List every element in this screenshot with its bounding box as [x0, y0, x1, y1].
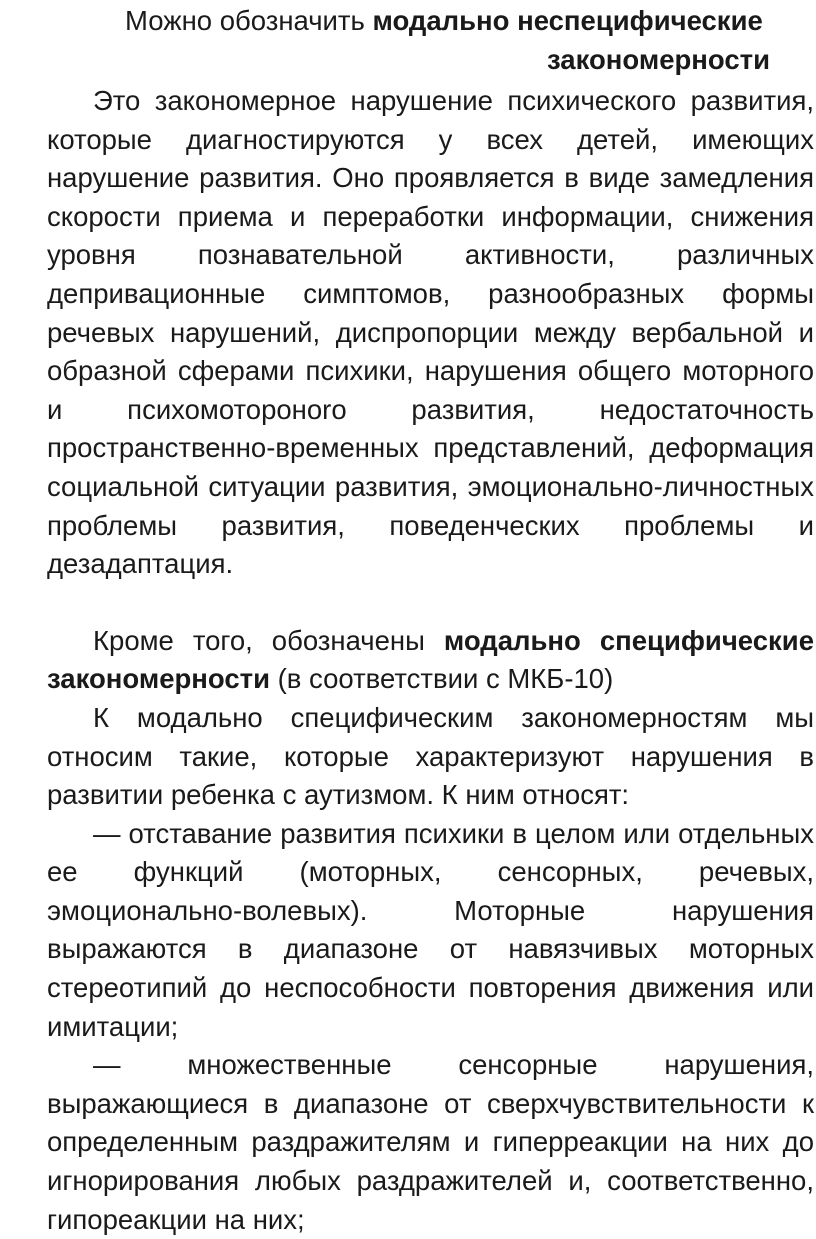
heading-prefix: Можно обозначить [125, 5, 373, 36]
list-item-sensory-disorders: — множественные сенсорные нарушения, выражающиеся в диапазоне от сверхчувствительности к определенным раздражителям и гиперреакции на них до игнорирования любых раздражителей и, соответственно, гипореакции на них; [47, 1049, 814, 1235]
paragraph-specific-suffix: (в соответствии с МКБ-10) [270, 663, 614, 695]
paragraph-autism: К модально специфическим закономерностям мы относим такие, которые характеризуют нарушения в развитии ребенка с аутизмом. К ним относят: [47, 701, 814, 811]
document-page [47, 0, 814, 1239]
paragraph-specific-prefix: Кроме того, обозначены [93, 624, 444, 656]
paragraph-nonspecific-description: Это закономерное нарушение психического развития, которые диагностируются у всех детей, имеющих нарушение развития. Оно проявляется в виде замедления скорости приема и переработки информации, снижения уровня познавательной активности, различных депривационные симптомов, разнообразных формы речевых нарушений, диспропорции между вербальной и образной сферами психики, нарушения общего моторного и психомотороноrо развития, недостаточность пространственно-временных представлений, деформация социальной ситуации развития, эмоционально-личностных проблемы развития, поведенческих проблемы и дезадаптация. [47, 85, 814, 580]
paragraph-specific-bold: модально специфические закономерности [47, 624, 814, 695]
heading-bold-line-1: модально неспецифические [372, 5, 763, 36]
section-heading [47, 0, 814, 78]
heading-bold-line-2: закономерности [547, 44, 770, 75]
list-item-development-lag: — отставание развития психики в целом или отдельных ее функций (моторных, сенсорных, речевых, эмоционально-волевых). Моторные нарушения выражаются в диапазоне от навязчивых моторных стереотипий до неспособности повторения движения или имитации; [47, 817, 814, 1042]
paragraph-specific-intro [47, 622, 814, 699]
heading-line-1 [125, 2, 763, 41]
